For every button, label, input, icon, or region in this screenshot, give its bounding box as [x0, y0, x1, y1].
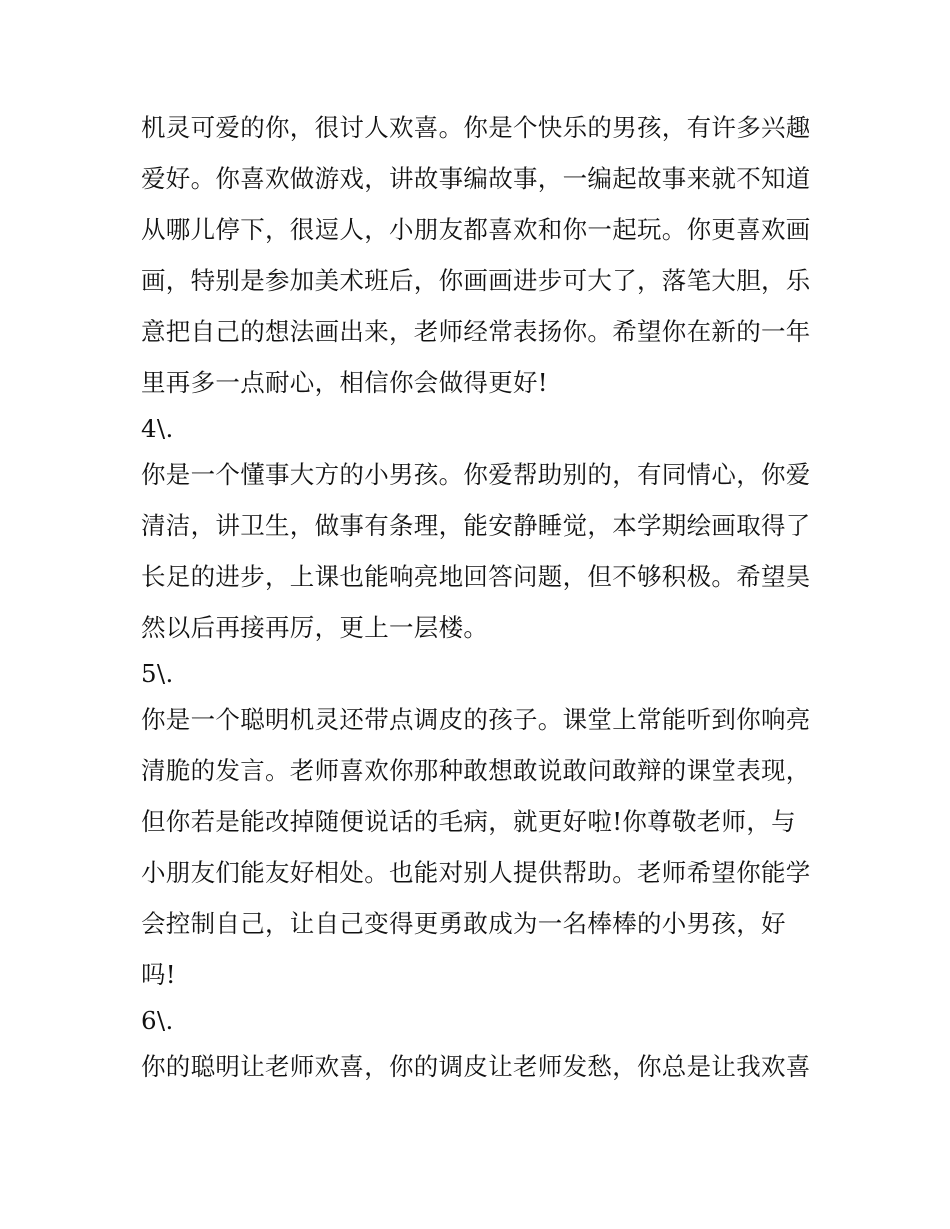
text-line: 吗!	[141, 960, 176, 989]
section-number: 4\.	[141, 414, 174, 443]
text-line: 你的聪明让老师欢喜，你的调皮让老师发愁，你总是让我欢喜	[141, 1052, 811, 1081]
text-line: 长足的进步，上课也能响亮地回答问题，但不够积极。希望昊	[141, 562, 811, 591]
text-line: 你是一个懂事大方的小男孩。你爱帮助别的，有同情心，你爱	[141, 460, 811, 489]
text-line: 机灵可爱的你，很讨人欢喜。你是个快乐的男孩，有许多兴趣	[141, 113, 811, 142]
text-line: 清脆的发言。老师喜欢你那种敢想敢说敢问敢辩的课堂表现，	[141, 756, 811, 785]
text-line: 会控制自己，让自己变得更勇敢成为一名棒棒的小男孩，好	[141, 909, 786, 938]
text-line: 小朋友们能友好相处。也能对别人提供帮助。老师希望你能学	[141, 858, 811, 887]
text-line: 爱好。你喜欢做游戏，讲故事编故事，一编起故事来就不知道	[141, 164, 811, 193]
text-line: 你是一个聪明机灵还带点调皮的孩子。课堂上常能听到你响亮	[141, 705, 811, 734]
text-line: 清洁，讲卫生，做事有条理，能安静睡觉，本学期绘画取得了	[141, 511, 811, 540]
text-line: 画，特别是参加美术班后，你画画进步可大了，落笔大胆，乐	[141, 266, 811, 295]
text-line: 但你若是能改掉随便说话的毛病，就更好啦!你尊敬老师，与	[141, 807, 796, 836]
text-line: 意把自己的想法画出来，老师经常表扬你。希望你在新的一年	[141, 317, 811, 346]
section-number: 6\.	[141, 1006, 174, 1035]
text-line: 然以后再接再厉，更上一层楼。	[141, 613, 489, 642]
section-number: 5\.	[141, 659, 174, 688]
text-line: 从哪儿停下，很逗人，小朋友都喜欢和你一起玩。你更喜欢画	[141, 215, 811, 244]
text-line: 里再多一点耐心，相信你会做得更好!	[141, 368, 548, 397]
